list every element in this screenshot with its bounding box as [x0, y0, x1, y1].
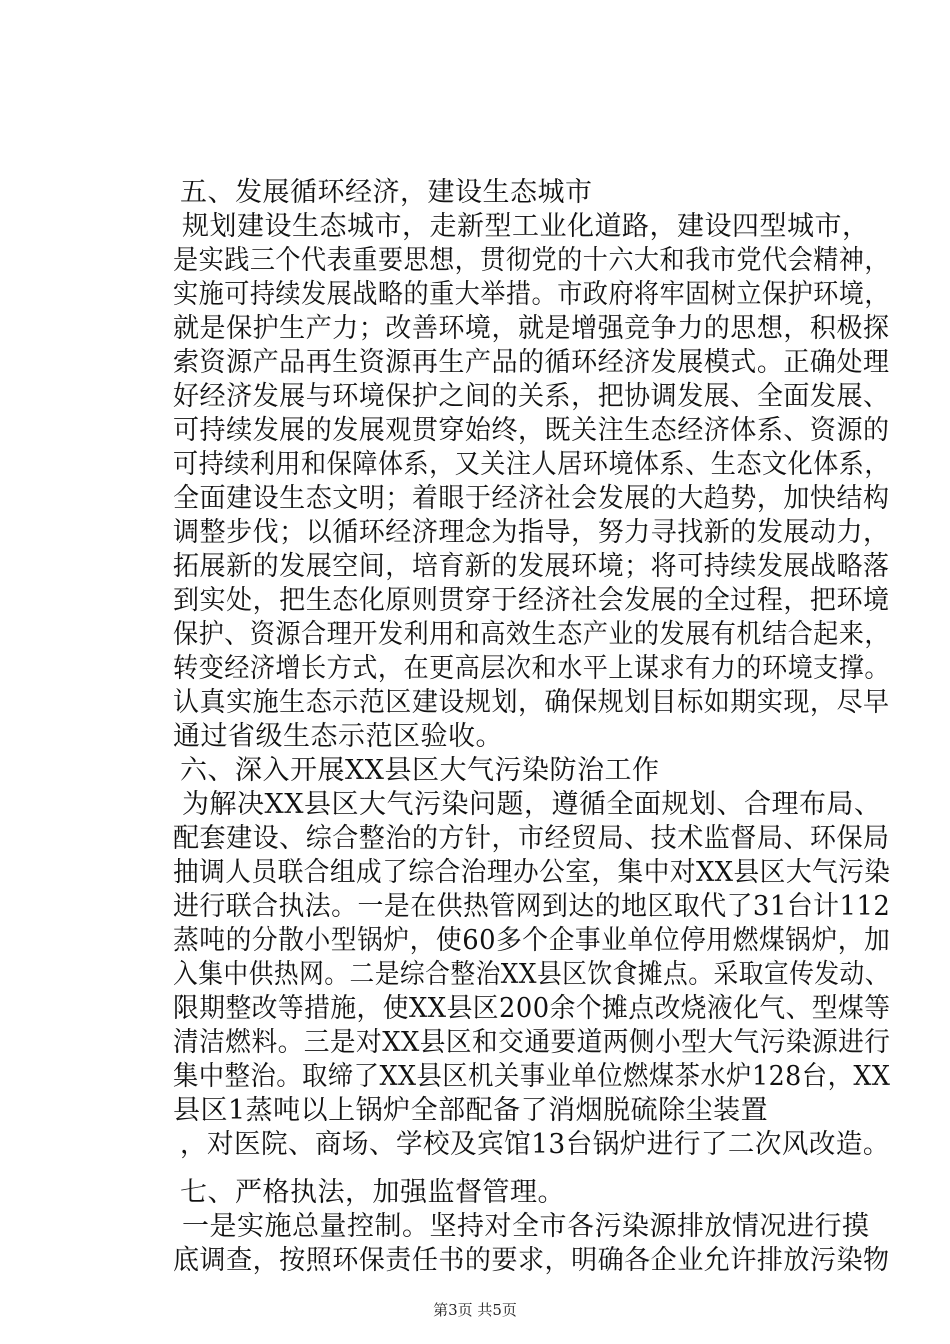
paragraph-line: 底调查，按照环保责任书的要求，明确各企业允许排放污染物: [173, 1245, 890, 1276]
paragraph-line: 认真实施生态示范区建设规划，确保规划目标如期实现，尽早: [173, 687, 890, 718]
paragraph-line: ，对医院、商场、学校及宾馆13台锅炉进行了二次风改造。: [180, 1129, 890, 1160]
paragraph-line: 是实践三个代表重要思想，贯彻党的十六大和我市党代会精神，: [173, 245, 890, 276]
paragraph-line: 清洁燃料。三是对XX县区和交通要道两侧小型大气污染源进行: [173, 1027, 891, 1058]
paragraph-line: 蒸吨的分散小型锅炉，使60多个企事业单位停用燃煤锅炉，加: [173, 925, 891, 956]
paragraph-line: 规划建设生态城市，走新型工业化道路，建设四型城市，: [182, 211, 870, 242]
paragraph-line: 一是实施总量控制。坚持对全市各污染源排放情况进行摸: [182, 1211, 870, 1242]
section-heading: 七、严格执法，加强监督管理。: [180, 1177, 565, 1208]
paragraph-line: 到实处，把生态化原则贯穿于经济社会发展的全过程，把环境: [173, 585, 890, 616]
paragraph-line: 全面建设生态文明；着眼于经济社会发展的大趋势，加快结构: [173, 483, 890, 514]
paragraph-line: 抽调人员联合组成了综合治理办公室，集中对XX县区大气污染: [173, 857, 891, 888]
paragraph-line: 拓展新的发展空间，培育新的发展环境；将可持续发展战略落: [173, 551, 890, 582]
paragraph-line: 可持续利用和保障体系，又关注人居环境体系、生态文化体系，: [173, 449, 890, 480]
paragraph-line: 索资源产品再生资源再生产品的循环经济发展模式。正确处理: [173, 347, 890, 378]
paragraph-line: 集中整治。取缔了XX县区机关事业单位燃煤茶水炉128台，XX: [173, 1061, 891, 1092]
paragraph-line: 好经济发展与环境保护之间的关系，把协调发展、全面发展、: [173, 381, 890, 412]
page-number-footer: 第3页 共5页: [433, 1301, 517, 1319]
section-heading: 五、发展循环经济，建设生态城市: [180, 177, 593, 208]
paragraph-line: 通过省级生态示范区验收。: [173, 721, 503, 752]
paragraph-line: 为解决XX县区大气污染问题，遵循全面规划、合理布局、: [182, 789, 882, 820]
section-heading: 六、深入开展XX县区大气污染防治工作: [180, 755, 660, 786]
paragraph-line: 限期整改等措施，使XX县区200余个摊点改烧液化气、型煤等: [173, 993, 891, 1024]
paragraph-line: 实施可持续发展战略的重大举措。市政府将牢固树立保护环境，: [173, 279, 890, 310]
paragraph-line: 转变经济增长方式，在更高层次和水平上谋求有力的环境支撑。: [173, 653, 890, 684]
paragraph-line: 入集中供热网。二是综合整治XX县区饮食摊点。采取宣传发动、: [173, 959, 890, 990]
paragraph-line: 可持续发展的发展观贯穿始终，既关注生态经济体系、资源的: [173, 415, 890, 446]
paragraph-line: 保护、资源合理开发利用和高效生态产业的发展有机结合起来，: [173, 619, 890, 650]
paragraph-line: 配套建设、综合整治的方针，市经贸局、技术监督局、环保局: [173, 823, 890, 854]
paragraph-line: 就是保护生产力；改善环境，就是增强竞争力的思想，积极探: [173, 313, 890, 344]
paragraph-line: 进行联合执法。一是在供热管网到达的地区取代了31台计112: [173, 891, 891, 922]
paragraph-line: 县区1蒸吨以上锅炉全部配备了消烟脱硫除尘装置: [173, 1095, 769, 1126]
paragraph-line: 调整步伐；以循环经济理念为指导，努力寻找新的发展动力，: [173, 517, 890, 548]
